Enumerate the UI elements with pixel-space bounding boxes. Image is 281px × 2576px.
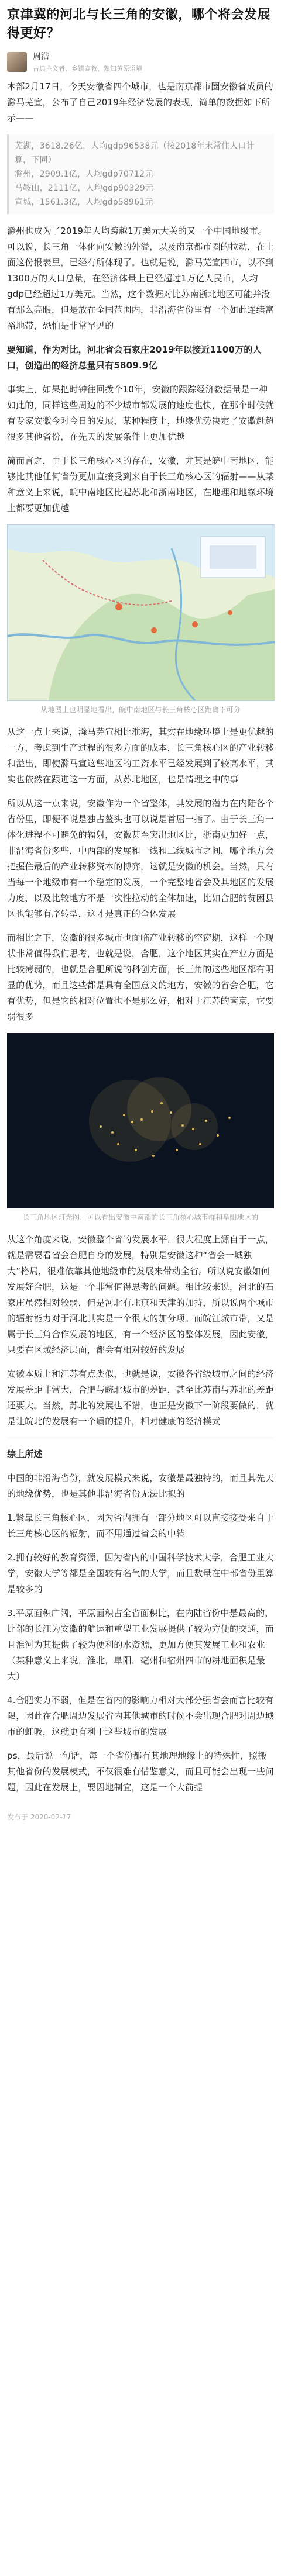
summary-item-3: 3.平原面积广阔，平原面积占全省面积比，在内陆省份中是最高的，比邻的长江为安徽的航运和重型工业发展提供了较为方便的交通，而且淮河为其提供了较为便利的水资源，更加方便其发展工业和农业（某种意义上来说，淮北，阜阳，亳州和宿州四市的耕地面积是最大） <box>7 1608 275 1681</box>
author-block[interactable] <box>0 47 281 79</box>
data-quote <box>7 134 274 214</box>
paragraph-2: 滁州也成为了2019年人均跨越1万美元大关的又一个中国地级市。可以说，长三角一体化向安徽的外溢，以及南京都市圈的拉动，在上面这份报表里，已经有所体现了。也就是说，滁马芜宣四市，以不到1300万的人口总量，在经济体量上已经超过1万亿人民币，人均gdp已经超过1万美元。当然，这个数据对比苏南浙北地区可能并没有那么亮眼，但是放在全国范围内，非沿海省份里有一个如此连续富裕地带，恐怕是非常罕见的 <box>7 226 275 331</box>
map-image <box>7 524 275 701</box>
paragraph-10: 安徽本质上和江苏有点类似，也就是说，安徽各省级城市之间的经济发展差距非常大，合肥与皖北城市的差距，甚至比苏南与苏北的差距还要大。当然，苏北的发展也不错，也正是安徽下一阶段要做的，就是让皖北的发展有一个质的提升，相对健康的经济模式 <box>7 1369 275 1427</box>
map-svg <box>8 525 275 700</box>
paragraph-1: 本部2月17日，今天安徽省四个城市，也是南京都市圈安徽省成员的滁马芜宣，公布了自己2019年经济发展的表现，简单的数据如下所示—— <box>7 81 273 123</box>
article-title: 京津冀的河北与长三角的安徽，哪个将会发展得更好？ <box>7 8 271 41</box>
paragraph-3: 要知道，作为对比，河北省会石家庄2019年以接近1100万的人口，创造出的经济总量只有5809.9亿 <box>7 344 262 371</box>
paragraph-5: 简而言之，由于长三角核心区的存在，安徽，尤其是皖中南地区，能够比其他任何省份更加直接受到来自于长三角核心区的辐射——从某种意义上来说，皖中南地区比起苏北和浙南地区，在地理和地缘环境上都要更加优越 <box>7 455 275 513</box>
quote-row-3: 马鞍山，2111亿，人均gdp90329元 <box>15 184 154 193</box>
paragraph-8: 而相比之下，安徽的很多城市也面临产业转移的空窗期，这样一个现状非常值得我们思考，也就是说，合肥，这个地区其实在产业方面是比较薄弱的，也就是合肥所说的科创方面，长三角的这些地区都有明显的优势，而且这些都是具有全国意义的地方，安徽的省会合肥，它有优势，但是它的相对位置也不是那么好，相对于江苏的南京，它要弱很多 <box>7 933 275 1022</box>
paragraph-4: 事实上，如果把时钟往回拨个10年，安徽的跟踪经济数据量是一种如此的，同样这些周边的不少城市都发展的速度也快，在那个时候就有专家安徽今对今日的发展，某种程度上，地缘优势决定了安徽赶超很多其他省份，在先天的发展条件上更加优越 <box>7 384 275 442</box>
paragraph-7: 所以从这一点来说，安徽作为一个省整体，其发展的潜力在内陆各个省份里，即便不说是独占鳌头也可以说是首屈一指了。由于长三角一体化进程不可避免的辐射，安徽甚至突出地区比，浙南更加好一点，非沿海省份多些，中西部的发展和一线和二线城市之间，哪个地方会把握住最后的产业转移资本的博弈，这就是安徽的机会。当然，只有当每一个地级市有一个稳定的发展，一个完整地省会及其地区的发展力度，以及比较地方不是一次性拉动的全体加速，比如合肥的贫困县区也能够有序转型，这才是真正的全体发展 <box>7 798 275 919</box>
paragraph-9: 从这个角度来说，安徽整个省的发展水平，很大程度上源自于一点，就是需要看省会合肥自身的发展，特别是安徽这种“省会一城独大”格局，很难依靠其他地级市的发展来带动全省。所以说安徽如何发展好合肥，这是一个非常值得思考的问题。相比较来说，河北的石家庄虽然相对较弱，但是河北有北京和天津的加持，所以说两个城市的辐射能力对于河北其实是一个很大的加分项。而皖江城市带，又是属于长三角合作发展的地区，有一个经济区的整体发展，因此安徽，只要在区域经济层面，都会有相对较好的发展 <box>7 1234 275 1355</box>
night-lights-image <box>7 1033 274 1208</box>
summary-item-1: 1.紧靠长三角核心区，因为省内拥有一部分地区可以直接接受来自于长三角核心区的辐射，而不用通过省会的中转 <box>7 1513 274 1539</box>
publish-date: 发布于 2020-02-17 <box>7 1813 71 1821</box>
summary-item-4: 4.合肥实力不弱，但是在省内的影响力相对大部分强省会而言比较有限，因此在合肥周边发展省内其他城市的时候不会出现合肥对周边城市的虹吸，这就更有利于这些城市的发展 <box>7 1695 275 1737</box>
quote-row-2: 滁州，2909.1亿，人均gdp70712元 <box>15 170 153 179</box>
article-content <box>0 79 281 1795</box>
quote-row-1: 芜湖，3618.26亿，人均gdp96538元（按2018年末常住人口计算，下同） <box>15 141 255 165</box>
night-caption: 长三角地区灯光图，可以看出安徽中南部的长三角核心城市群和阜阳地区的 <box>22 1213 259 1221</box>
summary-intro: 中国的非沿海省份，就发展模式来说，安徽是最独特的，而且其先天的地缘优势，也是其他非沿海省份无法比拟的 <box>7 1473 275 1499</box>
author-name[interactable]: 周浩 <box>33 52 49 61</box>
avatar[interactable] <box>7 52 27 72</box>
paragraph-6: 从这一点上来说，滁马芜宣相比淮海，其实在地缘环境上是更优越的一方，考虑到生产过程的很多方面的成本，长三角核心区的产业转移和溢出，即使滁马宣这些地区的工资水平已经发展到了较高水平，其实也依然在跟进这一方面，从苏北地区，也是情理之中的事 <box>7 727 275 785</box>
author-bio: 古典主义者、乡镇宣教、熟知黄原语境 <box>33 65 142 72</box>
summary-item-2: 2.拥有较好的教育资源，因为省内的中国科学技术大学，合肥工业大学，安徽大学等都是全国较有名气的大学，而且数量在中部省份里算是较多的 <box>7 1552 275 1594</box>
night-lights-svg <box>7 1033 274 1208</box>
title-area <box>0 0 281 47</box>
summary-title: 综上所述 <box>7 1449 43 1459</box>
map-caption: 从地图上也明显地看出，皖中南地区与长三角核心区距离不可分 <box>40 706 241 714</box>
summary-closing: ps，最后说一句话，每一个省份都有其地理地缘上的特殊性，照搬其他省份的发展模式，不仅很难有借鉴意义，而且可能会出现一些问题，因此在发展上，要因地制宜，这是一个大前提 <box>7 1750 275 1793</box>
quote-row-4: 宣城，1561.3亿，人均gdp58961元 <box>15 198 153 207</box>
